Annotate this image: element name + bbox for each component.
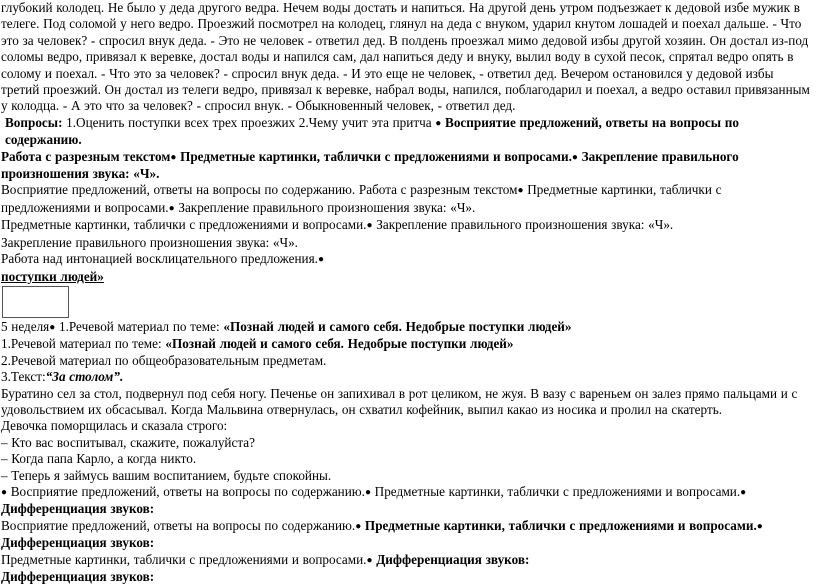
questions-label: Вопросы: — [5, 114, 63, 130]
questions-line — [1, 115, 812, 149]
activity-line: Закрепление правильного произношения звука: «Ч». — [1, 234, 298, 250]
bullet-icon: ● — [364, 486, 371, 498]
empty-table-cell — [2, 286, 69, 318]
questions-text: 1.Оценить поступки всех трех проезжих 2.Чему учит эта притча — [62, 114, 436, 130]
bullet-icon: ● — [317, 254, 324, 266]
activity-line: Дифференциация звуков: — [1, 569, 155, 584]
subjects-line: 2.Речевой материал по общеобразовательным предметам. — [1, 352, 327, 368]
deeds-heading: поступки людей» — [1, 268, 104, 284]
dialogue-line: – Когда папа Карло, а когда никто. — [1, 451, 197, 467]
week-text: 1.Речевой материал по теме: — [55, 318, 224, 334]
activity-text: Предметные картинки, таблички с предложениями и вопросами. — [370, 483, 741, 499]
bullet-icon: ● — [366, 220, 373, 232]
bullet-icon: ● — [168, 202, 175, 214]
bullet-icon: ● — [435, 117, 442, 129]
topic-text: «Познай людей и самого себя. Недобрые поступки людей» — [223, 318, 572, 334]
activity-text: Предметные картинки, таблички с предложениями и вопросами. — [1, 217, 367, 233]
activity-text: Предметные картинки, таблички с предложениями и вопросами. — [361, 517, 757, 533]
activity-line — [1, 552, 812, 569]
activity-text: Восприятие предложений, ответы на вопросы по содержанию. — [1, 517, 356, 533]
dialogue-line: Девочка поморщилась и сказала строго: — [1, 418, 228, 434]
text-label: 3.Текст: — [1, 369, 46, 385]
text-title: “За столом”. — [45, 369, 124, 385]
activity-text: Дифференциация звуков: — [1, 535, 155, 551]
speech-material-label: 1.Речевой материал по теме: — [1, 336, 166, 352]
text-title-line — [1, 369, 812, 385]
activity-text: Работа с разрезным текстом — [1, 148, 171, 164]
speech-material-line — [1, 336, 812, 352]
story-paragraph: Буратино сел за стол, подвернул под себя ногу. Печенье он запихивал в рот целиком, не жуя. В вазу с вареньем он залез прямо пальцами и с удовольствием их обсасывал. Когда Мальвина отвернулась, он схватил кофейник, выпил какао из носика и пролил на скатерть. — [1, 385, 798, 417]
activity-text: Предметные картинки, таблички с предложениями и вопросами. — [176, 148, 572, 164]
bullet-icon: ● — [170, 151, 177, 163]
activity-line — [1, 217, 812, 234]
bullet-icon: ● — [366, 554, 373, 566]
topic-text: «Познай людей и самого себя. Недобрые поступки людей» — [165, 336, 514, 352]
bullet-icon: ● — [1, 486, 8, 498]
week-line — [1, 319, 812, 336]
activity-text: Закрепление правильного произношения звука: «Ч». — [174, 199, 476, 215]
activity-text: Восприятие предложений, ответы на вопросы по содержанию. — [7, 483, 365, 499]
dialogue-line: – Теперь я займусь вашим воспитанием, будьте спокойны. — [1, 467, 332, 483]
bullet-icon: ● — [571, 151, 578, 163]
activity-text: Предметные картинки, таблички с предложениями и вопросами. — [1, 551, 367, 567]
bullet-icon: ● — [756, 520, 763, 532]
bullet-icon: ● — [740, 486, 747, 498]
activity-text: Закрепление правильного произношения звука: «Ч». — [372, 217, 674, 233]
dialogue-line: – Кто вас воспитывал, скажите, пожалуйста? — [1, 434, 255, 450]
activity-text: Восприятие предложений, ответы на вопросы по содержанию. — [5, 114, 739, 148]
activity-line — [1, 182, 812, 217]
activity-text: Дифференциация звуков: — [372, 551, 530, 567]
activity-text: Дифференциация звуков: — [1, 501, 155, 517]
activity-text: Работа над интонацией восклицательного предложения. — [1, 251, 318, 267]
activity-text: Закрепление правильного произношения звука: «Ч». — [1, 148, 739, 182]
activity-line — [1, 484, 812, 518]
activity-line — [1, 149, 812, 183]
activity-line — [1, 251, 812, 268]
activity-line — [1, 518, 812, 552]
story-paragraph: глубокий колодец. Не было у деда другого ведра. Нечем воды достать и напиться. На другой день утром подъезжает к дедовой избе мужик в телеге. Под соломой у него ведро. Проезжий посмотрел на колодец, глянул на деда с внуком, ударил кнутом лошадей и поехал дальше. - Что это за человек? - спросил внук деда. - Это не человек - ответил дед. В полдень проезжал мимо дедовой избы другой хозяин. Он достал из-под соломы ведро, привязал к веревке, достал воды и напился сам, дал напиться деду и внуку, вылил воду в сухой песок, спрятал ведро опять в солому и поехал. - Что это за человек? - спросил внук деда. - И это еще не человек, - ответил дед. Вечером остановился у дедовой избы третий проезжий. Он достал из телеги ведро, привязал к веревке, набрал воды, напился, поблагодарил и поехал, а ведро оставил привязанным у колодца. - А это что за человек? - спросил внук. - Обыкновенный человек, - ответил дед. — [1, 0, 810, 114]
bullet-icon: ● — [517, 185, 524, 197]
bullet-icon: ● — [49, 321, 56, 333]
week-label: 5 неделя — [1, 318, 50, 334]
bullet-icon: ● — [355, 520, 362, 532]
activity-text: Восприятие предложений, ответы на вопросы по содержанию. Работа с разрезным текстом — [1, 182, 518, 198]
activity-text: Предметные картинки, таблички с предложениями и вопросами. — [1, 182, 722, 215]
